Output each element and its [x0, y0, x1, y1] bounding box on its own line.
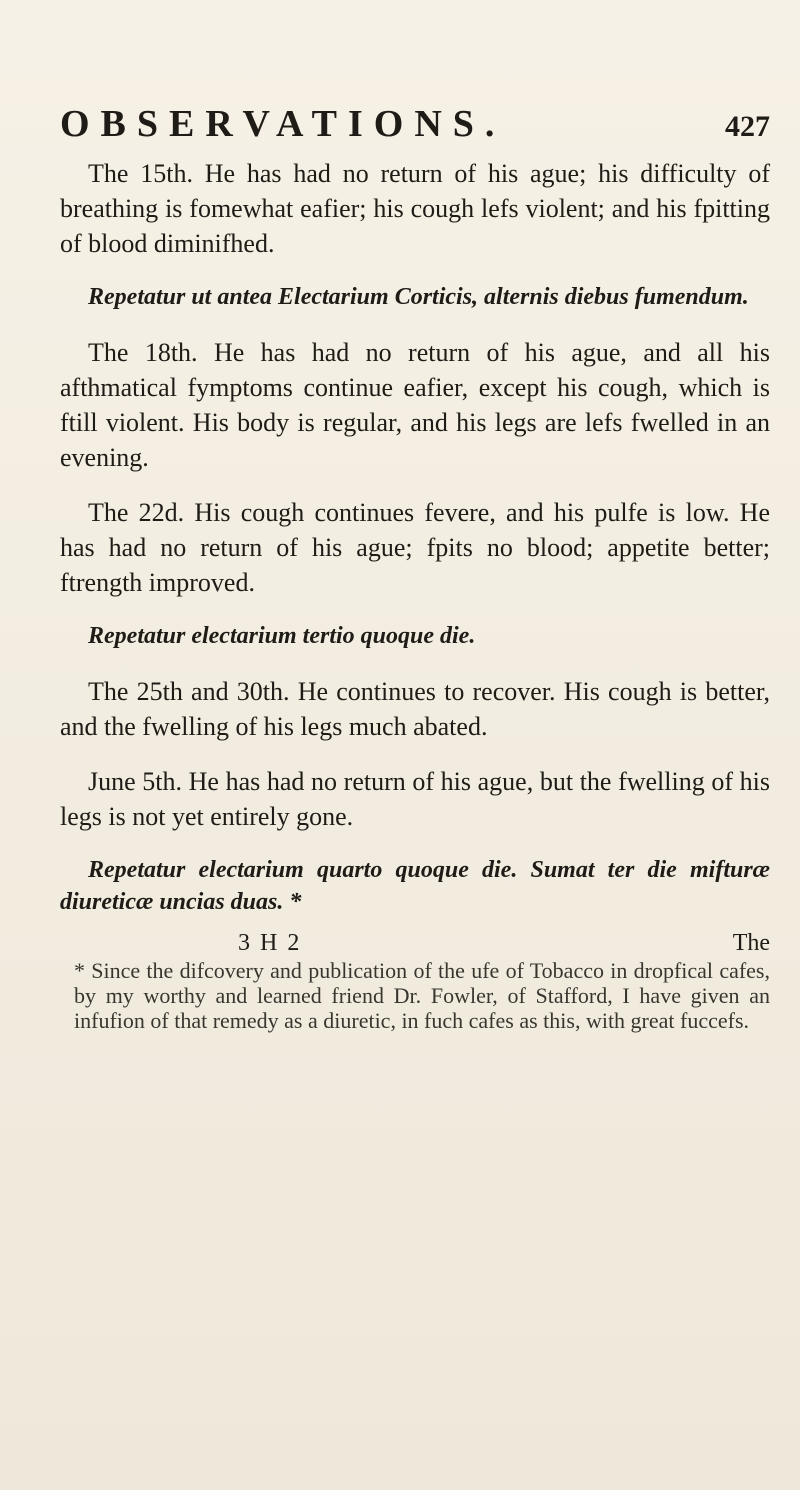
running-head	[60, 92, 770, 148]
signature-mark: 3 H 2	[238, 930, 302, 956]
entry-22d: The 22d. His cough continues fevere, and his pulfe is low. He has had no return of his ague; fpits no blood; appetite better; ftrength improved.	[60, 498, 770, 597]
prescription-3: Repetatur electarium quarto quoque die. Sumat ter die mifturæ diureticæ uncias duas. *	[60, 857, 770, 915]
prescription-2: Repetatur electarium tertio quoque die.	[88, 623, 476, 649]
catchword: The	[732, 930, 770, 956]
footnote	[60, 958, 770, 1033]
entry-june-5th: June 5th. He has had no return of his ague, but the fwelling of his legs is not yet entirely gone.	[60, 767, 770, 831]
page-content	[60, 92, 770, 1033]
prescription-1: Repetatur ut antea Electarium Corticis, alternis diebus fumendum.	[88, 284, 749, 310]
running-title: OBSERVATIONS.	[60, 103, 506, 145]
footnote-text	[60, 958, 770, 1033]
entry-18th: The 18th. He has had no return of his ague, and all his afthmatical fymptoms continue eafier, except his cough, which is ftill violent. His body is regular, and his legs are lefs fwelled in an evening.	[60, 338, 770, 472]
entry-25th-30th: The 25th and 30th. He continues to recover. His cough is better, and the fwelling of his legs much abated.	[60, 677, 770, 741]
page-number: 427	[725, 110, 770, 143]
footnote-body: Since the difcovery and publication of the ufe of Tobacco in dropfical cafes, by my worthy and learned friend Dr. Fowler, of Stafford, I have given an infufion of that remedy as a diuretic, in fuch cafes as this, with great fuccefs.	[74, 958, 770, 1033]
entry-15th: The 15th. He has had no return of his ague; his difficulty of breathing is fomewhat eafier; his cough lefs violent; and his fpitting of blood diminifhed.	[60, 159, 770, 258]
footnote-mark: *	[74, 958, 85, 983]
